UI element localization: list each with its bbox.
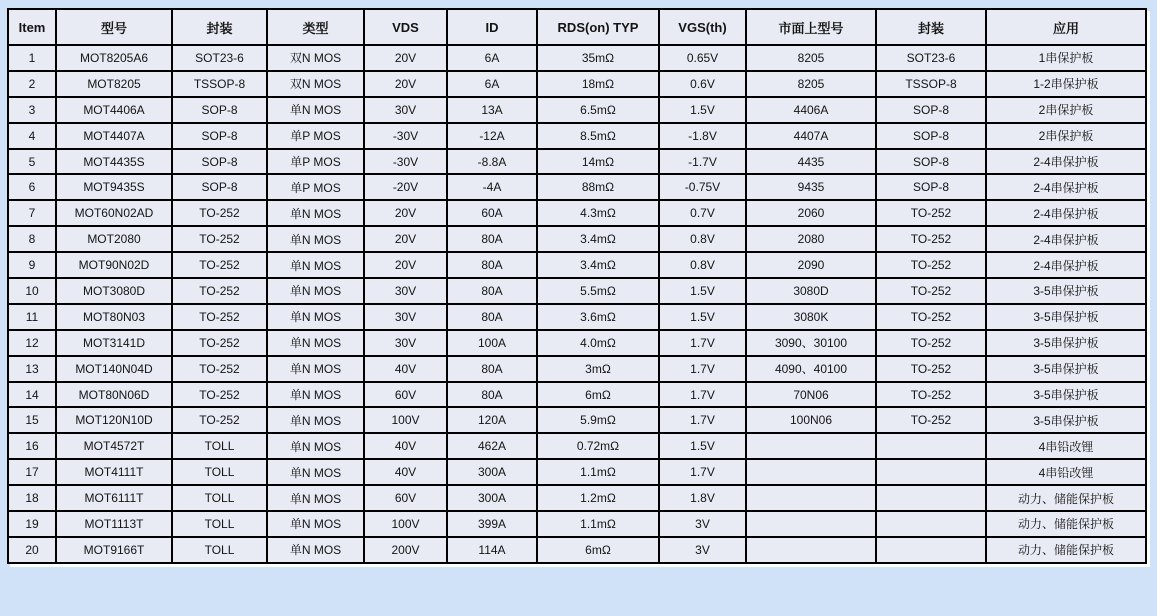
table-cell: 双N MOS	[267, 71, 364, 97]
table-cell: TO-252	[876, 304, 986, 330]
table-cell: 11	[8, 304, 56, 330]
header-cell: 市面上型号	[746, 9, 876, 45]
table-cell: 4串铅改锂	[986, 433, 1146, 459]
table-cell: 8.5mΩ	[537, 123, 659, 149]
table-cell: 单N MOS	[267, 226, 364, 252]
table-cell: 80A	[447, 252, 537, 278]
table-cell: 20V	[364, 71, 447, 97]
table-cell: 1.1mΩ	[537, 459, 659, 485]
table-cell: 19	[8, 511, 56, 537]
table-cell: MOT8205A6	[56, 45, 172, 71]
table-cell	[876, 511, 986, 537]
table-cell: 3-5串保护板	[986, 356, 1146, 382]
table-cell: MOT9435S	[56, 174, 172, 200]
table-cell	[876, 459, 986, 485]
table-cell: 462A	[447, 433, 537, 459]
table-cell: 30V	[364, 304, 447, 330]
table-cell: 1.1mΩ	[537, 511, 659, 537]
table-cell: TO-252	[172, 330, 267, 356]
table-cell: 单P MOS	[267, 149, 364, 175]
table-cell: 单N MOS	[267, 200, 364, 226]
table-row	[8, 356, 1146, 382]
table-cell	[746, 485, 876, 511]
table-cell: SOP-8	[876, 97, 986, 123]
table-cell: TO-252	[172, 200, 267, 226]
table-cell: 3	[8, 97, 56, 123]
table-cell: 35mΩ	[537, 45, 659, 71]
table-cell: 5.9mΩ	[537, 407, 659, 433]
table-cell: 8	[8, 226, 56, 252]
table-cell: 1.7V	[659, 356, 746, 382]
table-cell: MOT4435S	[56, 149, 172, 175]
table-cell: 4090、40100	[746, 356, 876, 382]
table-cell: 单N MOS	[267, 537, 364, 563]
table-cell: 30V	[364, 97, 447, 123]
header-cell: VGS(th)	[659, 9, 746, 45]
table-cell: 2-4串保护板	[986, 174, 1146, 200]
table-cell: 3-5串保护板	[986, 407, 1146, 433]
table-cell: MOT140N04D	[56, 356, 172, 382]
table-cell: SOP-8	[172, 174, 267, 200]
table-row	[8, 304, 1146, 330]
table-cell: 4406A	[746, 97, 876, 123]
header-row	[8, 9, 1146, 45]
table-cell: SOP-8	[172, 149, 267, 175]
table-cell: 动力、储能保护板	[986, 485, 1146, 511]
table-cell: 100N06	[746, 407, 876, 433]
table-row	[8, 200, 1146, 226]
table-cell: TO-252	[172, 304, 267, 330]
table-cell: TOLL	[172, 485, 267, 511]
table-row	[8, 226, 1146, 252]
table-row	[8, 278, 1146, 304]
table-cell: MOT3141D	[56, 330, 172, 356]
table-cell: MOT80N06D	[56, 382, 172, 408]
table-cell: 8205	[746, 71, 876, 97]
table-cell: TO-252	[172, 382, 267, 408]
table-row	[8, 382, 1146, 408]
table-cell: 60A	[447, 200, 537, 226]
table-cell: 2-4串保护板	[986, 252, 1146, 278]
table-cell: 6.5mΩ	[537, 97, 659, 123]
header-cell: ID	[447, 9, 537, 45]
table-row	[8, 123, 1146, 149]
table-cell: 3V	[659, 511, 746, 537]
table-cell: 100A	[447, 330, 537, 356]
table-cell: 4	[8, 123, 56, 149]
table-cell: 5	[8, 149, 56, 175]
table-cell: 80A	[447, 356, 537, 382]
table-cell: 4435	[746, 149, 876, 175]
table-cell: 120A	[447, 407, 537, 433]
table-cell: -12A	[447, 123, 537, 149]
table-cell: MOT9166T	[56, 537, 172, 563]
table-cell: TO-252	[876, 330, 986, 356]
table-row	[8, 485, 1146, 511]
table-cell: 14mΩ	[537, 149, 659, 175]
table-cell: 2090	[746, 252, 876, 278]
table-row	[8, 537, 1146, 563]
table-cell: 3.4mΩ	[537, 226, 659, 252]
table-cell	[746, 459, 876, 485]
table-cell: 3-5串保护板	[986, 330, 1146, 356]
table-cell: 1.7V	[659, 382, 746, 408]
table-cell: 80A	[447, 382, 537, 408]
table-cell: 单N MOS	[267, 459, 364, 485]
table-cell: 6A	[447, 71, 537, 97]
header-cell: VDS	[364, 9, 447, 45]
table-cell: 100V	[364, 511, 447, 537]
table-cell: MOT4572T	[56, 433, 172, 459]
table-cell: 单N MOS	[267, 511, 364, 537]
table-cell: -30V	[364, 149, 447, 175]
table-cell: 1.5V	[659, 278, 746, 304]
table-row	[8, 433, 1146, 459]
table-cell: TO-252	[172, 407, 267, 433]
table-cell: 20V	[364, 226, 447, 252]
table-cell: 15	[8, 407, 56, 433]
table-cell: 1.5V	[659, 433, 746, 459]
table-row	[8, 252, 1146, 278]
table-cell: 200V	[364, 537, 447, 563]
table-cell	[746, 511, 876, 537]
table-cell: MOT4407A	[56, 123, 172, 149]
table-cell: MOT120N10D	[56, 407, 172, 433]
table-cell: 60V	[364, 382, 447, 408]
table-cell: MOT3080D	[56, 278, 172, 304]
table-cell: 6mΩ	[537, 537, 659, 563]
table-cell: -8.8A	[447, 149, 537, 175]
table-row	[8, 71, 1146, 97]
table-cell: 单N MOS	[267, 433, 364, 459]
table-cell: TO-252	[876, 407, 986, 433]
header-cell: 封装	[172, 9, 267, 45]
table-cell: 30V	[364, 278, 447, 304]
table-cell: MOT6111T	[56, 485, 172, 511]
table-cell: SOP-8	[876, 174, 986, 200]
table-cell: TO-252	[876, 382, 986, 408]
table-cell: 100V	[364, 407, 447, 433]
table-body	[8, 45, 1146, 563]
table-cell: -20V	[364, 174, 447, 200]
table-cell: MOT80N03	[56, 304, 172, 330]
table-cell: 20V	[364, 252, 447, 278]
header-cell: 封装	[876, 9, 986, 45]
table-cell: 1串保护板	[986, 45, 1146, 71]
table-cell: TOLL	[172, 537, 267, 563]
table-cell: 3090、30100	[746, 330, 876, 356]
table-cell: 0.8V	[659, 252, 746, 278]
table-cell: 0.6V	[659, 71, 746, 97]
table-row	[8, 149, 1146, 175]
table-cell	[746, 433, 876, 459]
table-cell: 17	[8, 459, 56, 485]
table-cell: 1.7V	[659, 459, 746, 485]
table-cell: 2串保护板	[986, 97, 1146, 123]
table-cell: 8205	[746, 45, 876, 71]
table-cell: 单P MOS	[267, 123, 364, 149]
table-cell: 80A	[447, 304, 537, 330]
table-cell: 6	[8, 174, 56, 200]
table-cell: SOP-8	[172, 97, 267, 123]
table-cell: 6mΩ	[537, 382, 659, 408]
header-cell: 类型	[267, 9, 364, 45]
table-cell: 单N MOS	[267, 407, 364, 433]
header-cell: RDS(on) TYP	[537, 9, 659, 45]
table-cell: 单N MOS	[267, 278, 364, 304]
table-cell: -30V	[364, 123, 447, 149]
table-cell: 18mΩ	[537, 71, 659, 97]
table-cell: 40V	[364, 459, 447, 485]
table-cell: 13A	[447, 97, 537, 123]
table-cell: 40V	[364, 356, 447, 382]
table-cell: TO-252	[172, 226, 267, 252]
table-cell: -4A	[447, 174, 537, 200]
table-cell: SOP-8	[876, 149, 986, 175]
table-cell: 0.7V	[659, 200, 746, 226]
header-cell: 型号	[56, 9, 172, 45]
table-cell: 70N06	[746, 382, 876, 408]
table-cell: -1.7V	[659, 149, 746, 175]
table-row	[8, 97, 1146, 123]
table-cell: 0.65V	[659, 45, 746, 71]
table-cell: 5.5mΩ	[537, 278, 659, 304]
table-cell: TOLL	[172, 511, 267, 537]
table-cell: 单N MOS	[267, 382, 364, 408]
table-row	[8, 459, 1146, 485]
table-cell: 300A	[447, 459, 537, 485]
table-cell: 16	[8, 433, 56, 459]
table-cell: MOT4406A	[56, 97, 172, 123]
table-cell: 1-2串保护板	[986, 71, 1146, 97]
table-cell: TO-252	[876, 200, 986, 226]
table-cell: 1.7V	[659, 407, 746, 433]
table-cell: MOT60N02AD	[56, 200, 172, 226]
table-cell: TSSOP-8	[172, 71, 267, 97]
table-cell: TO-252	[876, 356, 986, 382]
table-cell: 单N MOS	[267, 330, 364, 356]
table-cell: 7	[8, 200, 56, 226]
table-cell: 3080D	[746, 278, 876, 304]
table-cell: 1.2mΩ	[537, 485, 659, 511]
table-cell: 4串铅改锂	[986, 459, 1146, 485]
table-cell: SOP-8	[172, 123, 267, 149]
table-cell: 1.7V	[659, 330, 746, 356]
table-cell: -0.75V	[659, 174, 746, 200]
mosfet-spec-table	[7, 8, 1147, 564]
table-cell: 2060	[746, 200, 876, 226]
table-cell: 12	[8, 330, 56, 356]
table-cell: 20	[8, 537, 56, 563]
table-cell: 9	[8, 252, 56, 278]
table-cell: TOLL	[172, 459, 267, 485]
table-row	[8, 407, 1146, 433]
table-cell: 1	[8, 45, 56, 71]
table-row	[8, 511, 1146, 537]
table-cell: TO-252	[876, 278, 986, 304]
table-cell: 单N MOS	[267, 485, 364, 511]
header-cell: 应用	[986, 9, 1146, 45]
table-cell	[746, 537, 876, 563]
table-cell: 单P MOS	[267, 174, 364, 200]
table-cell: SOT23-6	[876, 45, 986, 71]
table-cell: 0.8V	[659, 226, 746, 252]
table-cell: 20V	[364, 200, 447, 226]
table-cell: 单N MOS	[267, 252, 364, 278]
table-cell: 3mΩ	[537, 356, 659, 382]
table-cell: 4.3mΩ	[537, 200, 659, 226]
table-cell: 399A	[447, 511, 537, 537]
table-cell: 300A	[447, 485, 537, 511]
table-cell: 3-5串保护板	[986, 278, 1146, 304]
table-cell: 1.8V	[659, 485, 746, 511]
table-cell: 单N MOS	[267, 356, 364, 382]
table-cell: 3080K	[746, 304, 876, 330]
table-cell: 13	[8, 356, 56, 382]
table-cell: 6A	[447, 45, 537, 71]
table-cell: 双N MOS	[267, 45, 364, 71]
table-cell: 4407A	[746, 123, 876, 149]
table-cell: 2-4串保护板	[986, 226, 1146, 252]
table-cell: TO-252	[172, 356, 267, 382]
table-cell: -1.8V	[659, 123, 746, 149]
table-cell: 2串保护板	[986, 123, 1146, 149]
table-cell: MOT90N02D	[56, 252, 172, 278]
table-cell: 单N MOS	[267, 97, 364, 123]
table-row	[8, 174, 1146, 200]
table-cell: 3V	[659, 537, 746, 563]
table-cell: TO-252	[876, 226, 986, 252]
table-cell: MOT8205	[56, 71, 172, 97]
table-cell: 20V	[364, 45, 447, 71]
table-cell: 4.0mΩ	[537, 330, 659, 356]
table-cell: 0.72mΩ	[537, 433, 659, 459]
table-row	[8, 45, 1146, 71]
table-cell: 60V	[364, 485, 447, 511]
table-cell: 80A	[447, 226, 537, 252]
table-cell: TOLL	[172, 433, 267, 459]
table-cell: 3.6mΩ	[537, 304, 659, 330]
table-cell: 动力、储能保护板	[986, 511, 1146, 537]
table-cell: 9435	[746, 174, 876, 200]
table-cell	[876, 537, 986, 563]
table-cell: 30V	[364, 330, 447, 356]
table-cell: TO-252	[172, 252, 267, 278]
table-cell: 18	[8, 485, 56, 511]
table-cell: 2-4串保护板	[986, 149, 1146, 175]
table-cell: 14	[8, 382, 56, 408]
table-cell: MOT1113T	[56, 511, 172, 537]
table-cell: TO-252	[876, 252, 986, 278]
table-cell: 单N MOS	[267, 304, 364, 330]
table-cell: TSSOP-8	[876, 71, 986, 97]
table-cell: 动力、储能保护板	[986, 537, 1146, 563]
table-cell: 2080	[746, 226, 876, 252]
table-cell: SOT23-6	[172, 45, 267, 71]
table-cell: 2-4串保护板	[986, 200, 1146, 226]
table-cell	[876, 485, 986, 511]
table-cell: SOP-8	[876, 123, 986, 149]
header-cell: Item	[8, 9, 56, 45]
table-cell: 10	[8, 278, 56, 304]
table-cell: MOT2080	[56, 226, 172, 252]
table-cell: MOT4111T	[56, 459, 172, 485]
table-cell: 80A	[447, 278, 537, 304]
table-cell: 88mΩ	[537, 174, 659, 200]
table-cell	[876, 433, 986, 459]
table-cell: 1.5V	[659, 97, 746, 123]
table-cell: 2	[8, 71, 56, 97]
table-row	[8, 330, 1146, 356]
table-cell: TO-252	[172, 278, 267, 304]
table-cell: 3-5串保护板	[986, 382, 1146, 408]
table-cell: 40V	[364, 433, 447, 459]
table-cell: 3-5串保护板	[986, 304, 1146, 330]
table-cell: 3.4mΩ	[537, 252, 659, 278]
table-cell: 114A	[447, 537, 537, 563]
table-cell: 1.5V	[659, 304, 746, 330]
